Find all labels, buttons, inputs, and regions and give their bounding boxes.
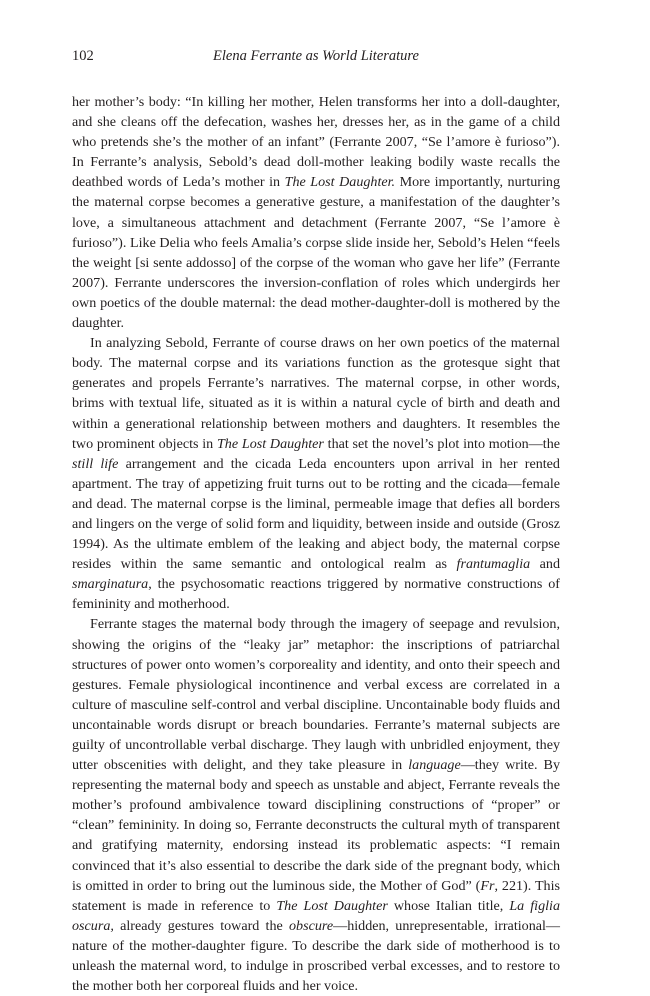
paragraph [72,92,560,333]
text-run: that set the novel’s plot into motion—the [323,435,560,452]
text-run: —they write. By representing the maternal body and speech as unstable and abject, Ferrante reveals the mother’s profound ambivalence toward disciplining constructions of “proper” or “clean” femininity. In doing so, Ferrante deconstructs the cultural myth of transparent and gratifying maternity, endorsing instead its problematic aspects: “I remain convinced that it’s also essential to describe the dark side of the pregnant body, which is omitted in order to bring out the luminous side, the Mother of God” ( [72,757,561,894]
page-number: 102 [72,48,94,64]
paragraph [72,614,560,996]
italic-text-run: The Lost Daughter [216,435,324,452]
text-run: arrangement and the cicada Leda encounters upon arrival in her rented apartment. The tray of appetizing fruit turns out to be rotting and the cicada—female and dead. The maternal corpse is the liminal, permeable image that defies all borders and lingers on the verge of solid form and liquidity, between inside and outside (Grosz 1994). As the ultimate emblem of the leaking and abject body, the maternal corpse resides within the same semantic and ontological realm as [72,455,560,573]
italic-text-run: smarginatura [72,576,149,593]
running-title: Elena Ferrante as World Literature [213,48,419,64]
text-run: , 221). This statement is made in reference to [72,877,560,914]
text-run: whose Italian title, [387,897,510,914]
italic-text-run: frantumaglia [456,556,531,573]
text-run: , the psychosomatic reactions triggered by normative constructions of femininity and motherhood. [72,576,560,613]
page-header [72,46,560,66]
italic-text-run: still life [72,455,119,472]
text-run: In analyzing Sebold, Ferrante of course draws on her own poetics of the maternal body. The maternal corpse and its variations function as the grotesque sight that generates and propels Ferrante’s narratives. The maternal corpse, in other words, brims with textual life, situated as it is within a natural cycle of birth and death and within a generational relationship between mothers and daughters. It resembles the two prominent objects in [72,335,560,452]
text-run: already gestures toward the [113,917,289,934]
paragraph [72,333,560,614]
text-run: —hidden, unrepresentable, irrational—nature of the mother-daughter figure. To describe the dark side of motherhood is to unleash the maternal word, to indulge in proscribed verbal excesses, and to restore to the mother both her corporeal fluids and her voice. [72,917,561,995]
italic-text-run: Fr [480,877,495,894]
italic-text-run: obscure [289,917,334,934]
italic-text-run: language [408,757,461,774]
body-text [72,92,560,996]
text-run: Ferrante stages the maternal body through the imagery of seepage and revulsion, showing the origins of the “leaky jar” metaphor: the inscriptions of patriarchal structures of power onto women’s corporeality and identity, and onto their speech and gestures. Female physiological incontinence and verbal excess are correlated in a culture of masculine self-control and verbal discipline. Uncontainable body fluids and uncontainable words disrupt or breach boundaries. Ferrante’s maternal subjects are guilty of uncontrollable verbal discharge. They laugh with unbridled enjoyment, they utter obscenities with delight, and they take pleasure in [72,616,560,774]
text-run: and [530,556,561,573]
text-run: her mother’s body: “In killing her mother, Helen transforms her into a doll-daughter, and she cleans off the defecation, washes her, dresses her, as in the game of a child who pretends she’s the mother of an infant” (Ferrante 2007, “Se l’amore è furioso”). In Ferrante’s analysis, Sebold’s dead doll-mother leaking bodily waste recalls the deathbed words of Leda’s mother in [72,94,560,191]
italic-text-run: The Lost Daughter [276,897,388,914]
italic-text-run: La figlia oscura, [72,897,560,934]
text-run: More importantly, nurturing the maternal corpse becomes a generative gesture, a manifestation of the daughter’s love, a simultaneous attachment and detachment (Ferrante 2007, “Se l’amore è furioso”). Like Delia who feels Amalia’s corpse slide inside her, Sebold’s Helen “feels the weight [si sente addosso] of the corpse of the woman who gave her life” (Ferrante 2007). Ferrante underscores the inversion-conflation of roles which undergirds her own poetics of the double maternal: the dead mother-daughter-doll is mothered by the daughter. [72,174,560,332]
italic-text-run: The Lost Daughter. [284,174,396,191]
